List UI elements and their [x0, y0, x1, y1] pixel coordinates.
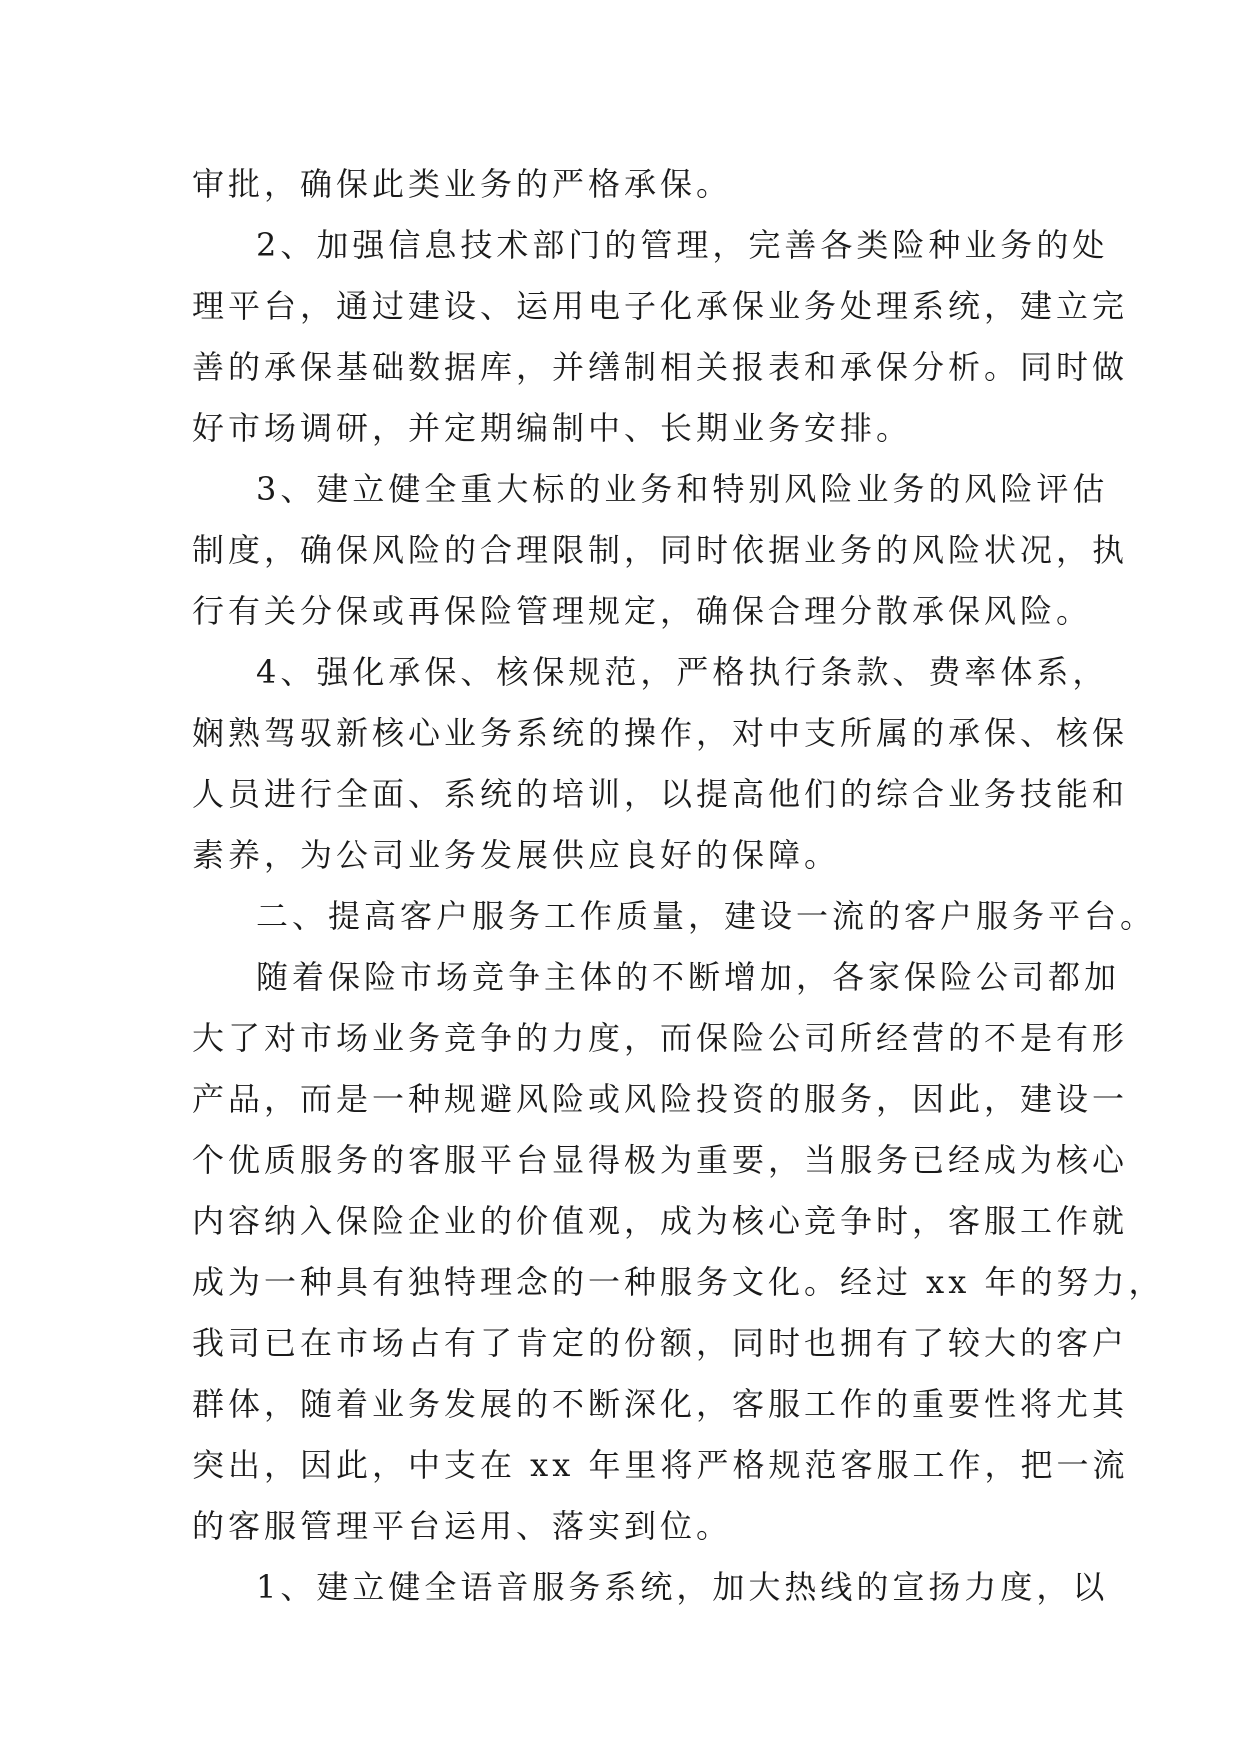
text-line: 素养，为公司业务发展供应良好的保障。 [192, 836, 841, 874]
text-line: 4、强化承保、核保规范，严格执行条款、费率体系， [256, 653, 1109, 691]
text-line: 善的承保基础数据库，并缮制相关报表和承保分析。同时做 [192, 348, 1129, 386]
text-line: 群体，随着业务发展的不断深化，客服工作的重要性将尤其 [192, 1385, 1129, 1423]
text-line: 制度，确保风险的合理限制，同时依据业务的风险状况，执 [192, 531, 1129, 569]
text-line: 大了对市场业务竞争的力度，而保险公司所经营的不是有形 [192, 1019, 1129, 1057]
text-line: 好市场调研，并定期编制中、长期业务安排。 [192, 409, 913, 447]
text-line: 二、提高客户服务工作质量，建设一流的客户服务平台。 [256, 897, 1157, 935]
text-line: 我司已在市场占有了肯定的份额，同时也拥有了较大的客户 [192, 1324, 1129, 1362]
text-line: 1、建立健全语音服务系统，加大热线的宣扬力度，以 [256, 1568, 1109, 1606]
text-line: 个优质服务的客服平台显得极为重要，当服务已经成为核心 [192, 1141, 1129, 1179]
text-line: 人员进行全面、系统的培训，以提高他们的综合业务技能和 [192, 775, 1129, 813]
text-line: 2、加强信息技术部门的管理，完善各类险种业务的处 [256, 226, 1109, 264]
text-line: 审批，确保此类业务的严格承保。 [192, 165, 733, 203]
text-line: 成为一种具有独特理念的一种服务文化。经过 xx 年的努力， [192, 1263, 1165, 1301]
text-line: 突出，因此，中支在 xx 年里将严格规范客服工作，把一流 [192, 1446, 1129, 1484]
text-line: 的客服管理平台运用、落实到位。 [192, 1507, 733, 1545]
text-line: 行有关分保或再保险管理规定，确保合理分散承保风险。 [192, 592, 1093, 630]
text-line: 娴熟驾驭新核心业务系统的操作，对中支所属的承保、核保 [192, 714, 1129, 752]
text-line: 内容纳入保险企业的价值观，成为核心竞争时，客服工作就 [192, 1202, 1129, 1240]
text-line: 产品，而是一种规避风险或风险投资的服务，因此，建设一 [192, 1080, 1129, 1118]
text-line: 3、建立健全重大标的业务和特别风险业务的风险评估 [256, 470, 1109, 508]
text-line: 随着保险市场竞争主体的不断增加，各家保险公司都加 [256, 958, 1121, 996]
document-body [192, 154, 1165, 1618]
text-line: 理平台，通过建设、运用电子化承保业务处理系统，建立完 [192, 287, 1129, 325]
